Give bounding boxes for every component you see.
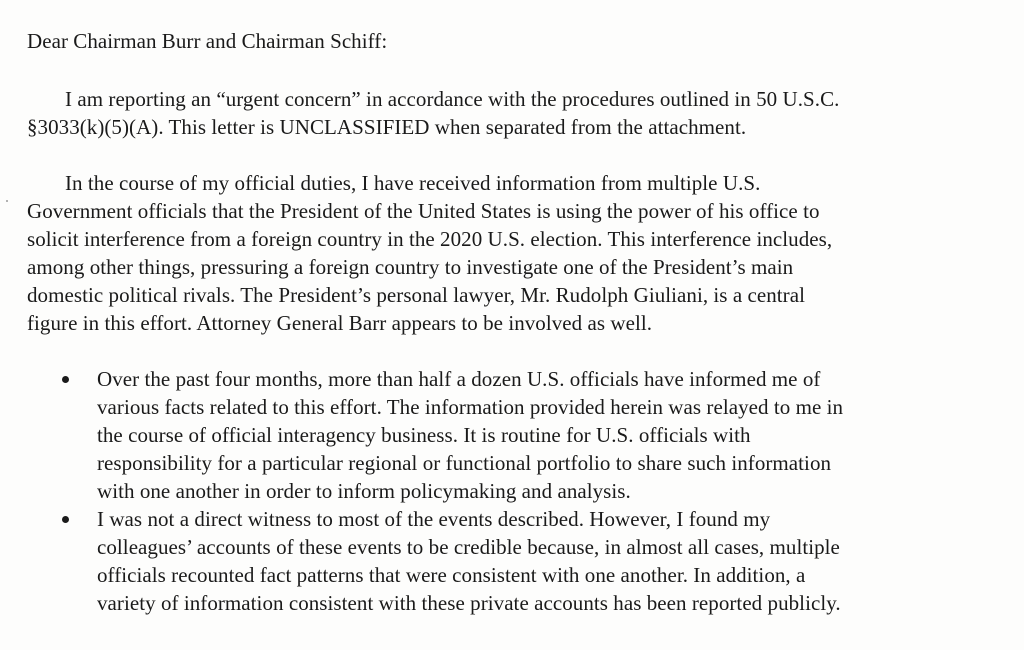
paragraph-line: I am reporting an “urgent concern” in accordance with the procedures outlined in 50 U.S.C. — [65, 87, 840, 111]
bullet-line: with one another in order to inform policymaking and analysis. — [97, 479, 631, 503]
bullet-line: responsibility for a particular regional or functional portfolio to share such information — [97, 451, 832, 475]
paragraph-line: domestic political rivals. The President’s personal lawyer, Mr. Rudolph Giuliani, is a central — [27, 283, 805, 307]
bullet-line: I was not a direct witness to most of the events described. However, I found my — [97, 507, 771, 531]
salutation: Dear Chairman Burr and Chairman Schiff: — [27, 29, 388, 53]
paragraph-line: figure in this effort. Attorney General Barr appears to be involved as well. — [27, 311, 653, 335]
bullet-line: colleagues’ accounts of these events to be credible because, in almost all cases, multiple — [97, 535, 840, 559]
scan-speck — [6, 200, 8, 202]
paragraph-line: Government officials that the President of the United States is using the power of his office to — [27, 199, 820, 223]
bullet-dot-icon — [62, 376, 69, 383]
bullet-list — [60, 365, 1010, 617]
paragraph-line: solicit interference from a foreign country in the 2020 U.S. election. This interference includes, — [27, 227, 833, 251]
paragraph-urgent-concern — [27, 85, 1007, 141]
bullet-item-not-direct-witness — [60, 505, 1010, 617]
paragraph-line: among other things, pressuring a foreign country to investigate one of the President’s main — [27, 255, 794, 279]
paragraph-official-duties — [27, 169, 1007, 337]
bullet-line: variety of information consistent with these private accounts has been reported publicly. — [97, 591, 841, 615]
cut-off-line-fragment — [27, 642, 1017, 650]
bullet-line: Over the past four months, more than half a dozen U.S. officials have informed me of — [97, 367, 821, 391]
bullet-line: various facts related to this effort. The information provided herein was relayed to me in — [97, 395, 844, 419]
bullet-line: officials recounted fact patterns that were consistent with one another. In addition, a — [97, 563, 806, 587]
paragraph-line: In the course of my official duties, I have received information from multiple U.S. — [65, 171, 761, 195]
bullet-line: the course of official interagency business. It is routine for U.S. officials with — [97, 423, 751, 447]
cut-off-next-line — [27, 638, 1017, 650]
paragraph-line: §3033(k)(5)(A). This letter is UNCLASSIFIED when separated from the attachment. — [27, 115, 747, 139]
bullet-dot-icon — [62, 516, 69, 523]
bullet-item-officials-informed — [60, 365, 1010, 505]
